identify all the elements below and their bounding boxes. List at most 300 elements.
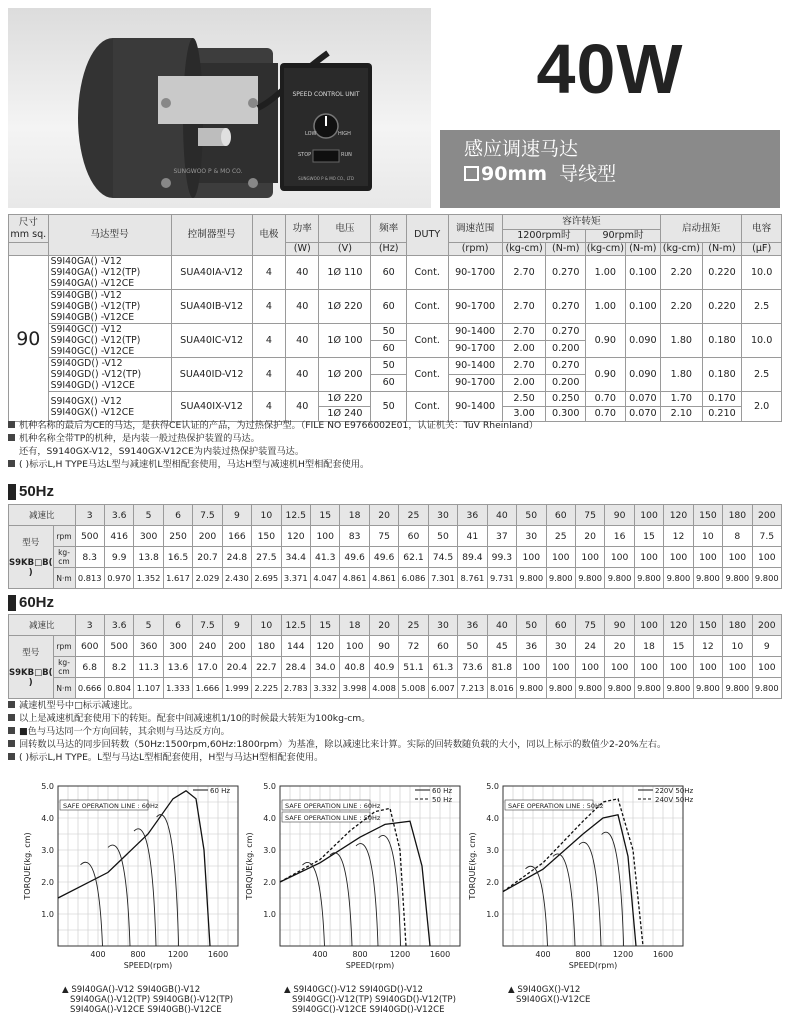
y-tick-label: 3.0 xyxy=(486,846,499,855)
controller-cell: SUA40IC-V12 xyxy=(171,324,252,358)
torque-kgcm-cell: 22.7 xyxy=(252,657,281,678)
subtitle-line1: 感应调速马达 xyxy=(464,138,579,160)
rpm-cell: 100 xyxy=(311,526,340,547)
torque-nm-cell: 9.800 xyxy=(693,678,722,699)
model-cell: 型号 S9KB□B( ) xyxy=(9,526,54,589)
x-axis-label: SPEED(rpm) xyxy=(568,961,618,970)
torque-nm-cell: 2.695 xyxy=(252,568,281,589)
torque-kgcm-cell: 100 xyxy=(664,547,693,568)
rpm-cell: 180 xyxy=(252,636,281,657)
range-cell: 90-1700 xyxy=(448,341,502,358)
value-cell: 2.20 xyxy=(661,256,703,290)
duty-cell: Cont. xyxy=(406,256,448,290)
unit-cell: rpm xyxy=(53,636,75,657)
rpm-cell: 50 xyxy=(428,526,457,547)
cap-cell: 10.0 xyxy=(742,324,782,358)
power-title: 40W xyxy=(536,30,684,108)
motor-model-cell: S9I40GD() -V12 S9I40GD() -V12(TP) S9I40GD() -V12CE xyxy=(48,358,171,392)
torque-kgcm-cell: 9.9 xyxy=(104,547,133,568)
th-nm: (N-m) xyxy=(702,243,742,256)
load-curve xyxy=(330,853,352,946)
torque-nm-cell: 1.352 xyxy=(134,568,163,589)
torque-nm-cell: 9.800 xyxy=(693,568,722,589)
bullet-icon xyxy=(8,701,15,708)
torque-nm-cell: 1.999 xyxy=(222,678,251,699)
subtitle-box xyxy=(440,130,780,208)
motor-model-cell: S9I40GB() -V12 S9I40GB() -V12(TP) S9I40GB() -V12CE xyxy=(48,290,171,324)
torque-nm-cell: 2.430 xyxy=(222,568,251,589)
torque-nm-cell: 9.800 xyxy=(752,678,781,699)
controller-cell: SUA40ID-V12 xyxy=(171,358,252,392)
rpm-cell: 50 xyxy=(458,636,487,657)
value-cell: 0.220 xyxy=(702,290,742,324)
rpm-cell: 200 xyxy=(222,636,251,657)
rpm-cell: 30 xyxy=(546,636,575,657)
torque-kgcm-cell: 89.4 xyxy=(458,547,487,568)
ratio-cell: 50 xyxy=(517,615,546,636)
cap-cell: 2.0 xyxy=(742,392,782,422)
duty-cell: Cont. xyxy=(406,290,448,324)
rpm-cell: 300 xyxy=(163,636,192,657)
gear-ratio-table-50hz xyxy=(8,504,782,589)
torque-nm-cell: 1.333 xyxy=(163,678,192,699)
rpm-cell: 16 xyxy=(605,526,634,547)
rpm-cell: 7.5 xyxy=(752,526,781,547)
torque-nm-cell: 9.800 xyxy=(634,568,663,589)
th-kgcm: (kg-cm) xyxy=(502,243,546,256)
torque-kgcm-cell: 100 xyxy=(517,547,546,568)
voltage-cell: 1Ø 100 xyxy=(319,324,371,358)
rpm-cell: 100 xyxy=(340,636,369,657)
rpm-cell: 20 xyxy=(575,526,604,547)
th-voltage: 电压 xyxy=(319,215,371,243)
load-curve xyxy=(303,862,325,946)
ratio-cell: 3 xyxy=(75,505,104,526)
torque-kgcm-cell: 13.6 xyxy=(163,657,192,678)
x-tick-label: 1600 xyxy=(207,950,229,959)
bullet-icon xyxy=(8,727,15,734)
torque-nm-cell: 9.800 xyxy=(723,678,752,699)
gear-ratio-table-60hz xyxy=(8,614,782,699)
value-cell: 0.270 xyxy=(546,324,586,341)
torque-nm-cell: 5.008 xyxy=(399,678,428,699)
torque-nm-cell: 9.800 xyxy=(664,678,693,699)
torque-nm-cell: 3.371 xyxy=(281,568,310,589)
torque-nm-cell: 9.800 xyxy=(605,568,634,589)
bullet-icon xyxy=(8,753,15,760)
th-freq-unit: (Hz) xyxy=(371,243,406,256)
torque-kgcm-cell: 74.5 xyxy=(428,547,457,568)
torque-nm-cell: 1.666 xyxy=(193,678,222,699)
rpm-cell: 90 xyxy=(369,636,398,657)
rpm-cell: 150 xyxy=(252,526,281,547)
value-cell: 0.70 xyxy=(586,407,626,422)
ratio-cell: 40 xyxy=(487,505,516,526)
th-90: 90rpm时 xyxy=(586,230,661,243)
x-tick-label: 1200 xyxy=(389,950,411,959)
rpm-cell: 41 xyxy=(458,526,487,547)
value-cell: 2.00 xyxy=(502,375,546,392)
th-duty: DUTY xyxy=(406,215,448,256)
ratio-cell: 7.5 xyxy=(193,505,222,526)
product-photo xyxy=(8,8,431,208)
y-tick-label: 1.0 xyxy=(486,910,499,919)
legend-label: 240V 50Hz xyxy=(655,796,694,804)
torque-nm-cell: 9.731 xyxy=(487,568,516,589)
load-curve xyxy=(134,829,156,946)
value-cell: 0.270 xyxy=(546,290,586,324)
note-item: 还有，S9140GX-V12，S9140GX-V12CE为内装过热保护装置马达。 xyxy=(19,446,305,457)
torque-nm-cell: 4.008 xyxy=(369,678,398,699)
stop-label: STOP xyxy=(298,152,312,158)
value-cell: 2.70 xyxy=(502,290,546,324)
ratio-cell: 6 xyxy=(163,615,192,636)
rpm-cell: 15 xyxy=(664,636,693,657)
torque-kgcm-cell: 16.5 xyxy=(163,547,192,568)
value-cell: 1.80 xyxy=(661,358,703,392)
torque-kgcm-cell: 27.5 xyxy=(252,547,281,568)
ratio-cell: 15 xyxy=(311,505,340,526)
torque-nm-cell: 9.800 xyxy=(605,678,634,699)
size-cell: 90 xyxy=(9,256,49,422)
value-cell: 0.220 xyxy=(702,256,742,290)
y-tick-label: 2.0 xyxy=(486,878,499,887)
ratio-cell: 5 xyxy=(134,615,163,636)
torque-kgcm-cell: 62.1 xyxy=(399,547,428,568)
value-cell: 2.10 xyxy=(661,407,703,422)
ratio-cell: 6 xyxy=(163,505,192,526)
torque-nm-cell: 2.225 xyxy=(252,678,281,699)
torque-nm-cell: 2.029 xyxy=(193,568,222,589)
value-cell: 2.20 xyxy=(661,290,703,324)
unit-cell: kg-cm xyxy=(53,547,75,568)
chart1-caption: ▲ S9I40GA()-V12 S9I40GB()-V12 S9I40GA()-V12(TP) S9I40GB()-V12(TP) S9I40GA()-V12CE S9I40GB()-V12CE xyxy=(62,985,234,1015)
ratio-label: 减速比 xyxy=(9,615,76,636)
load-curve xyxy=(379,835,401,946)
ratio-cell: 180 xyxy=(723,615,752,636)
torque-kgcm-cell: 100 xyxy=(575,657,604,678)
rpm-cell: 18 xyxy=(634,636,663,657)
value-cell: 0.300 xyxy=(546,407,586,422)
y-tick-label: 4.0 xyxy=(263,814,276,823)
poles-cell: 4 xyxy=(252,392,285,422)
ratio-cell: 100 xyxy=(634,615,663,636)
voltage-cell: 1Ø 200 xyxy=(319,358,371,392)
th-nm: (N-m) xyxy=(625,243,660,256)
torque-chart-3 xyxy=(455,778,705,987)
range-cell: 90-1400 xyxy=(448,392,502,422)
y-tick-label: 5.0 xyxy=(263,782,276,791)
block-icon xyxy=(8,484,16,500)
note-item: 回转数以马达的同步回转数（50Hz:1500rpm,60Hz:1800rpm）为基准，除以减速比来计算。实际的回转数随负载的大小，同以上标示的数值少2-20%左右。 xyxy=(8,738,666,751)
x-axis-label: SPEED(rpm) xyxy=(123,961,173,970)
th-power-unit: (W) xyxy=(286,243,319,256)
rpm-cell: 25 xyxy=(546,526,575,547)
value-cell: 0.090 xyxy=(625,358,660,392)
controller-cell: SUA40IA-V12 xyxy=(171,256,252,290)
poles-cell: 4 xyxy=(252,290,285,324)
cap-cell: 10.0 xyxy=(742,256,782,290)
freq-cell: 50 xyxy=(371,358,406,375)
torque-chart-2 xyxy=(232,778,482,987)
rpm-cell: 300 xyxy=(134,526,163,547)
unit-cell: rpm xyxy=(53,526,75,547)
voltage-cell: 1Ø 220 xyxy=(319,290,371,324)
ratio-cell: 36 xyxy=(458,615,487,636)
motor-model-cell: S9I40GC() -V12 S9I40GC() -V12(TP) S9I40GC() -V12CE xyxy=(48,324,171,358)
torque-kgcm-cell: 100 xyxy=(605,547,634,568)
motor-model-cell: S9I40GA() -V12 S9I40GA() -V12(TP) S9I40GA() -V12CE xyxy=(48,256,171,290)
x-tick-label: 400 xyxy=(312,950,328,959)
th-cap: 电容 xyxy=(742,215,782,243)
torque-kgcm-cell: 34.4 xyxy=(281,547,310,568)
bullet-icon xyxy=(8,460,15,467)
freq-cell: 60 xyxy=(371,290,406,324)
note-item: ■色与马达同一个方向回转，其余则与马达反方向。 xyxy=(8,725,666,738)
y-tick-label: 1.0 xyxy=(41,910,54,919)
unit-cell: N·m xyxy=(53,568,75,589)
power-cell: 40 xyxy=(286,358,319,392)
torque-kgcm-cell: 61.3 xyxy=(428,657,457,678)
square-icon xyxy=(464,166,479,181)
legend-label: 60 Hz xyxy=(432,787,453,795)
motor-plate: SUNGWOO P & MO CO. xyxy=(173,168,243,175)
torque-nm-cell: 0.666 xyxy=(75,678,104,699)
freq-cell: 60 xyxy=(371,375,406,392)
torque-kgcm-cell: 100 xyxy=(634,547,663,568)
rpm-cell: 500 xyxy=(75,526,104,547)
value-cell: 0.090 xyxy=(625,324,660,358)
bullet-icon xyxy=(8,421,15,428)
rpm-cell: 75 xyxy=(369,526,398,547)
note-item: 机种名称的最后为CE的马达，是获得CE认证的产品，为过热保护型。（FILE NO E9766002E01，认证机关：TüV Rheinland） xyxy=(8,419,538,432)
freq-cell: 50 xyxy=(371,324,406,341)
th-poles: 电极 xyxy=(252,215,285,256)
cap-cell: 2.5 xyxy=(742,290,782,324)
rpm-cell: 10 xyxy=(723,636,752,657)
y-axis-label: TORQUE(kg. cm) xyxy=(468,832,477,900)
y-tick-label: 3.0 xyxy=(263,846,276,855)
torque-kgcm-cell: 100 xyxy=(693,657,722,678)
th-range-unit: (rpm) xyxy=(448,243,502,256)
torque-nm-cell: 3.332 xyxy=(311,678,340,699)
series-line-1 xyxy=(58,791,210,946)
value-cell: 0.90 xyxy=(586,324,626,358)
y-axis-label: TORQUE(kg. cm) xyxy=(245,832,254,900)
legend-label: 60 Hz xyxy=(210,787,231,795)
torque-kgcm-cell: 13.8 xyxy=(134,547,163,568)
torque-kgcm-cell: 100 xyxy=(634,657,663,678)
torque-nm-cell: 0.804 xyxy=(104,678,133,699)
safe-operation-label: SAFE OPERATION LINE : 60Hz xyxy=(285,802,381,810)
value-cell: 0.90 xyxy=(586,358,626,392)
ratio-cell: 90 xyxy=(605,505,634,526)
th-voltage-unit: (V) xyxy=(319,243,371,256)
torque-nm-cell: 3.998 xyxy=(340,678,369,699)
rpm-cell: 10 xyxy=(693,526,722,547)
poles-cell: 4 xyxy=(252,324,285,358)
torque-kgcm-cell: 100 xyxy=(723,657,752,678)
rpm-cell: 200 xyxy=(193,526,222,547)
freq-cell: 60 xyxy=(371,256,406,290)
torque-nm-cell: 9.800 xyxy=(575,678,604,699)
safe-operation-label: SAFE OPERATION LINE : 60Hz xyxy=(63,802,159,810)
torque-nm-cell: 9.800 xyxy=(752,568,781,589)
ratio-cell: 90 xyxy=(605,615,634,636)
x-tick-label: 400 xyxy=(90,950,106,959)
chart3-caption: ▲ S9I40GX()-V12 S9I40GX()-V12CE xyxy=(508,985,591,1005)
knob-high-label: HIGH xyxy=(338,131,351,137)
x-tick-label: 1600 xyxy=(652,950,674,959)
torque-kgcm-cell: 20.4 xyxy=(222,657,251,678)
value-cell: 3.00 xyxy=(502,407,546,422)
value-cell: 0.100 xyxy=(625,290,660,324)
rpm-cell: 360 xyxy=(134,636,163,657)
ratio-cell: 30 xyxy=(428,505,457,526)
series-line-1 xyxy=(280,821,430,946)
y-tick-label: 5.0 xyxy=(486,782,499,791)
rpm-cell: 120 xyxy=(311,636,340,657)
th-1200: 1200rpm时 xyxy=(502,230,585,243)
power-cell: 40 xyxy=(286,256,319,290)
ratio-cell: 20 xyxy=(369,615,398,636)
value-cell: 2.00 xyxy=(502,341,546,358)
x-tick-label: 1200 xyxy=(167,950,189,959)
th-controller: 控制器型号 xyxy=(171,215,252,256)
rpm-cell: 72 xyxy=(399,636,428,657)
value-cell: 0.070 xyxy=(625,392,660,407)
value-cell: 0.250 xyxy=(546,392,586,407)
x-tick-label: 1600 xyxy=(429,950,451,959)
torque-kgcm-cell: 6.8 xyxy=(75,657,104,678)
value-cell: 1.00 xyxy=(586,290,626,324)
model-cell: 型号 S9KB□B( ) xyxy=(9,636,54,699)
range-cell: 90-1700 xyxy=(448,290,502,324)
note-item: 以上是减速机配套使用下的转矩。配套中间减速机1/10的时候最大转矩为100kg-cm。 xyxy=(8,712,666,725)
torque-kgcm-cell: 49.6 xyxy=(369,547,398,568)
th-torque: 容许转矩 xyxy=(502,215,660,230)
ratio-cell: 10 xyxy=(252,615,281,636)
torque-nm-cell: 0.813 xyxy=(75,568,104,589)
notes-spec xyxy=(8,419,538,471)
duty-cell: Cont. xyxy=(406,358,448,392)
torque-kgcm-cell: 40.9 xyxy=(369,657,398,678)
bullet-icon xyxy=(8,434,15,441)
rpm-cell: 240 xyxy=(193,636,222,657)
rpm-cell: 37 xyxy=(487,526,516,547)
ratio-cell: 60 xyxy=(546,505,575,526)
torque-kgcm-cell: 8.2 xyxy=(104,657,133,678)
controller-cell: SUA40IB-V12 xyxy=(171,290,252,324)
notes-gear xyxy=(8,699,666,764)
ratio-cell: 200 xyxy=(752,615,781,636)
subtitle-line2-suffix: 导线型 xyxy=(559,163,617,185)
torque-kgcm-cell: 100 xyxy=(546,657,575,678)
freq-cell: 60 xyxy=(371,341,406,358)
rpm-cell: 500 xyxy=(104,636,133,657)
bullet-icon xyxy=(8,714,15,721)
value-cell: 0.070 xyxy=(625,407,660,422)
ratio-cell: 75 xyxy=(575,615,604,636)
motor-model-cell: S9I40GX() -V12 S9I40GX() -V12CE xyxy=(48,392,171,422)
th-start: 启动扭矩 xyxy=(661,215,742,243)
ratio-cell: 3.6 xyxy=(104,615,133,636)
torque-nm-cell: 6.007 xyxy=(428,678,457,699)
ratio-cell: 36 xyxy=(458,505,487,526)
y-tick-label: 1.0 xyxy=(263,910,276,919)
torque-nm-cell: 8.761 xyxy=(458,568,487,589)
th-kgcm: (kg-cm) xyxy=(586,243,624,254)
th-size-unit xyxy=(9,243,49,256)
torque-kgcm-cell: 100 xyxy=(546,547,575,568)
ratio-cell: 100 xyxy=(634,505,663,526)
value-cell: 1.80 xyxy=(661,324,703,358)
knob-low-label: LOW xyxy=(305,131,317,137)
power-cell: 40 xyxy=(286,290,319,324)
torque-nm-cell: 9.800 xyxy=(517,678,546,699)
controller-cell: SUA40IX-V12 xyxy=(171,392,252,422)
load-curve xyxy=(553,854,575,946)
torque-kgcm-cell: 100 xyxy=(575,547,604,568)
torque-nm-cell: 4.861 xyxy=(340,568,369,589)
value-cell: 0.180 xyxy=(702,358,742,392)
rpm-cell: 600 xyxy=(75,636,104,657)
torque-kgcm-cell: 17.0 xyxy=(193,657,222,678)
torque-kgcm-cell: 11.3 xyxy=(134,657,163,678)
torque-nm-cell: 9.800 xyxy=(723,568,752,589)
maker-label: SUNGWOO P & MO CO., LTD xyxy=(298,176,354,181)
power-cell: 40 xyxy=(286,324,319,358)
torque-kgcm-cell: 20.7 xyxy=(193,547,222,568)
th-nm: (N-m) xyxy=(546,243,586,256)
torque-kgcm-cell: 28.4 xyxy=(281,657,310,678)
rpm-cell: 60 xyxy=(399,526,428,547)
th-kgcm: (kg-cm) xyxy=(661,243,703,256)
torque-nm-cell: 6.086 xyxy=(399,568,428,589)
ratio-cell: 40 xyxy=(487,615,516,636)
rpm-cell: 83 xyxy=(340,526,369,547)
safe-operation-label: SAFE OPERATION LINE : 50Hz xyxy=(508,802,604,810)
ratio-cell: 120 xyxy=(664,615,693,636)
subtitle-line2 xyxy=(464,162,780,187)
note-item: 机种名称全带TP的机种，是内装一般过热保护装置的马达。 xyxy=(8,432,538,445)
rpm-cell: 12 xyxy=(693,636,722,657)
y-tick-label: 2.0 xyxy=(263,878,276,887)
y-tick-label: 4.0 xyxy=(41,814,54,823)
torque-kgcm-cell: 100 xyxy=(752,547,781,568)
ratio-cell: 120 xyxy=(664,505,693,526)
th-motor: 马达型号 xyxy=(48,215,171,256)
range-cell: 90-1700 xyxy=(448,375,502,392)
ratio-label: 减速比 xyxy=(9,505,76,526)
torque-nm-cell: 4.047 xyxy=(311,568,340,589)
rpm-cell: 120 xyxy=(281,526,310,547)
torque-nm-cell: 8.016 xyxy=(487,678,516,699)
rpm-cell: 30 xyxy=(517,526,546,547)
x-tick-label: 800 xyxy=(352,950,368,959)
value-cell: 0.270 xyxy=(546,358,586,375)
ratio-cell: 9 xyxy=(222,505,251,526)
torque-nm-cell: 9.800 xyxy=(517,568,546,589)
ratio-cell: 200 xyxy=(752,505,781,526)
ratio-cell: 180 xyxy=(723,505,752,526)
hz50-title: 50Hz xyxy=(8,483,54,500)
rpm-cell: 166 xyxy=(222,526,251,547)
series-line-2 xyxy=(280,808,406,946)
rpm-cell: 8 xyxy=(723,526,752,547)
hz60-title: 60Hz xyxy=(8,594,54,611)
voltage-cell: 1Ø 220 xyxy=(319,392,371,407)
